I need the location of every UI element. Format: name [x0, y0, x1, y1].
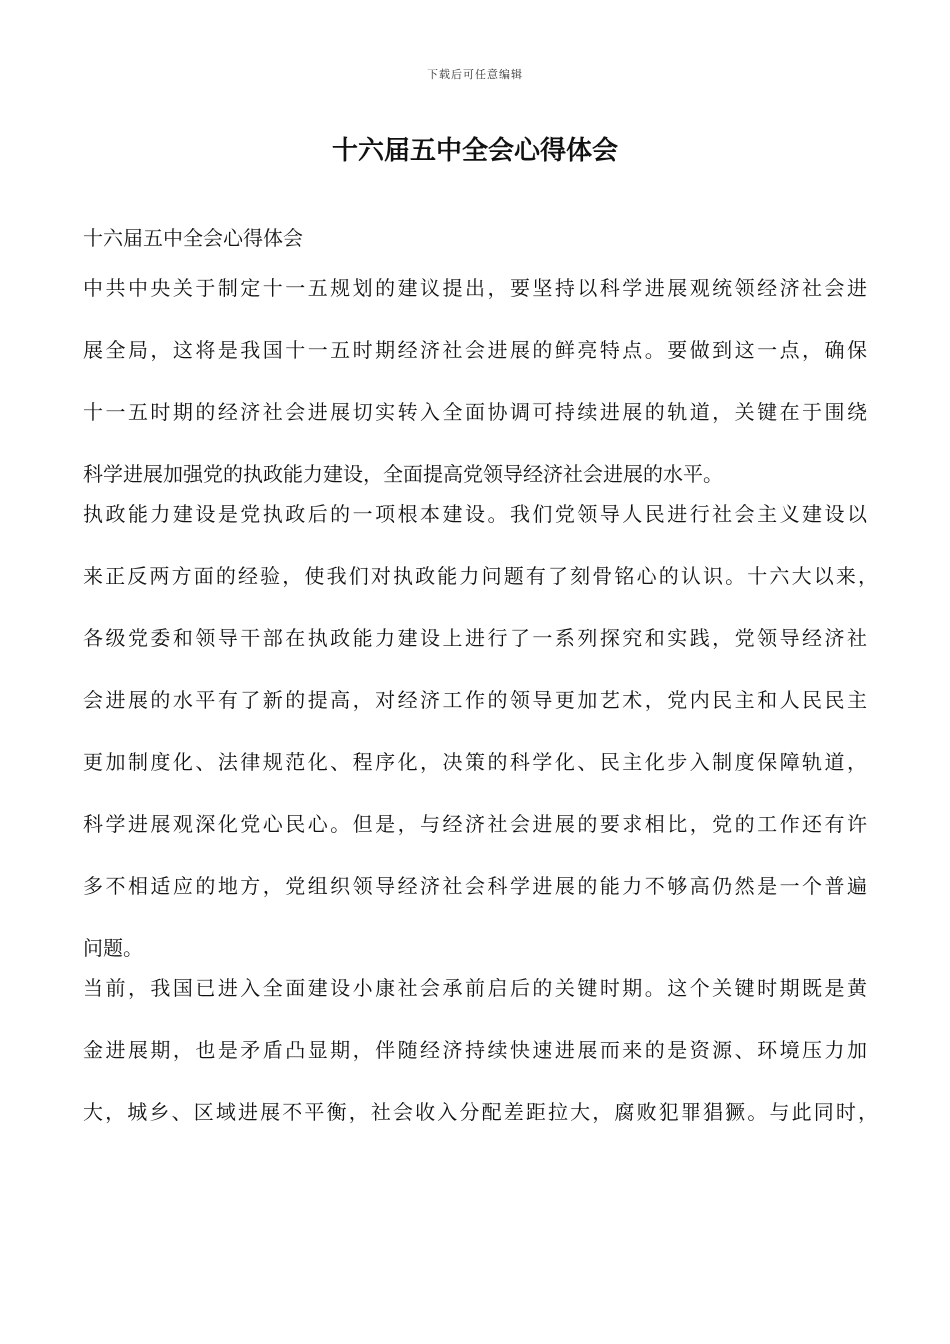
paragraph-line: 展全局，这将是我国十一五时期经济社会进展的鲜亮特点。要做到这一点，确保: [83, 338, 867, 362]
paragraph-1: [83, 272, 883, 490]
paragraph-line: 金进展期，也是矛盾凸显期，伴随经济持续快速进展而来的是资源、环境压力加: [83, 1038, 867, 1062]
document-body: [83, 222, 883, 1136]
paragraph-line: 当前，我国已进入全面建设小康社会承前启后的关键时期。这个关键时期既是黄: [83, 976, 867, 1000]
paragraph-line: 科学进展加强党的执政能力建设，全面提高党领导经济社会进展的水平。: [83, 462, 723, 486]
header-note: 下载后可任意编辑: [427, 68, 523, 81]
paragraph-line: 问题。: [83, 936, 143, 960]
paragraph-line: 科学进展观深化党心民心。但是，与经济社会进展的要求相比，党的工作还有许: [83, 812, 867, 836]
paragraph-line: 执政能力建设是党执政后的一项根本建设。我们党领导人民进行社会主义建设以: [83, 502, 867, 526]
paragraph-line: 中共中央关于制定十一五规划的建议提出，要坚持以科学进展观统领经济社会进: [83, 276, 867, 300]
paragraph-line: 十一五时期的经济社会进展切实转入全面协调可持续进展的轨道，关键在于围绕: [83, 400, 867, 424]
paragraph-line: 多不相适应的地方，党组织领导经济社会科学进展的能力不够高仍然是一个普遍: [83, 874, 867, 898]
paragraph-line: 各级党委和领导干部在执政能力建设上进行了一系列探究和实践，党领导经济社: [83, 626, 867, 650]
paragraph-line: 更加制度化、法律规范化、程序化，决策的科学化、民主化步入制度保障轨道，: [83, 750, 867, 774]
paragraph-2: [83, 498, 883, 964]
paragraph-line: 大，城乡、区域进展不平衡，社会收入分配差距拉大，腐败犯罪猖獗。与此同时，: [83, 1100, 878, 1124]
paragraph-3: [83, 972, 883, 1128]
paragraph-line: 会进展的水平有了新的提高，对经济工作的领导更加艺术，党内民主和人民民主: [83, 688, 867, 712]
paragraph-line: 来正反两方面的经验，使我们对执政能力问题有了刻骨铭心的认识。十六大以来，: [83, 564, 878, 588]
document-title: 十六届五中全会心得体会: [331, 136, 618, 166]
document-subtitle: 十六届五中全会心得体会: [83, 226, 303, 250]
